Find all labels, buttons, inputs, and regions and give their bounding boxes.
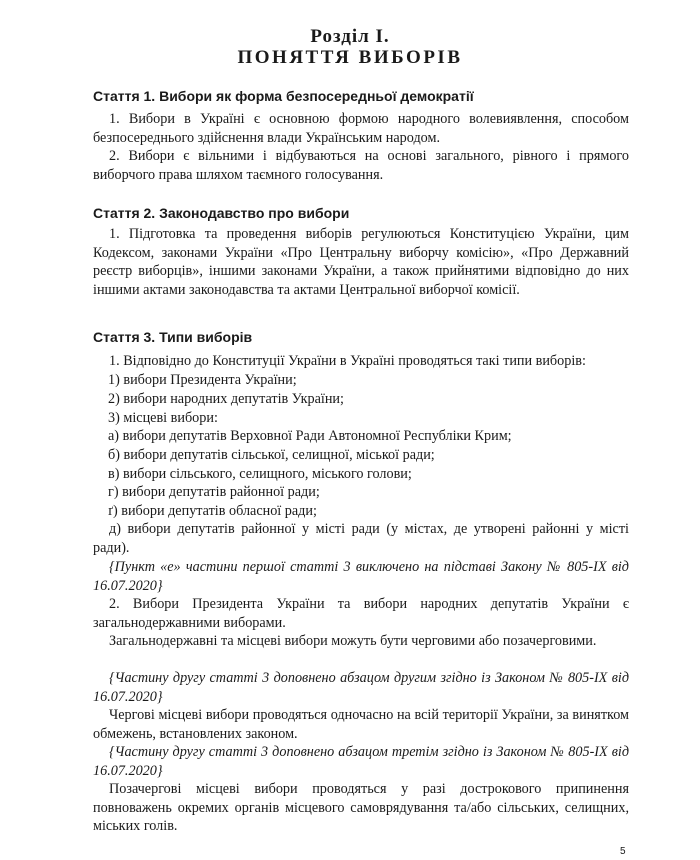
amendment-note-2: {Частину другу статті 3 доповнено абзацом другим згідно із Законом № 805-IX від 16.07.2020}: [93, 670, 629, 705]
amendment-note-1: {Пункт «е» частини першої статті 3 виключено на підставі Закону № 805-IX від 16.07.2020}: [93, 559, 629, 594]
article-1-paragraph-2: 2. Вибори є вільними і відбуваються на основі загального, рівного і прямого виборчого права шляхом таємного голосування.: [93, 148, 629, 183]
list-item: ґ) вибори депутатів обласної ради;: [108, 503, 317, 519]
article-3-paragraph-5: Позачергові місцеві вибори проводяться у разі дострокового припинення повноважень окремих органів місцевого самоврядування та/або сільських, селищних, міських голів.: [93, 781, 629, 834]
article-3-paragraph-3: Загальнодержавні та місцеві вибори можуть бути черговими або позачерговими.: [109, 633, 597, 649]
list-item-d: д) вибори депутатів районної у місті ради (у містах, де утворені районні у місті ради).: [93, 521, 629, 556]
article-1-title: Стаття 1. Вибори як форма безпосередньої демократії: [93, 88, 474, 104]
list-item: б) вибори депутатів сільської, селищної, міської ради;: [108, 447, 435, 463]
list-item: в) вибори сільського, селищного, міського голови;: [108, 466, 412, 482]
page-number: 5: [620, 846, 626, 857]
article-3-paragraph-4: Чергові місцеві вибори проводяться одночасно на всій території України, за винятком обмежень, встановлених законом.: [93, 707, 629, 742]
list-item: 3) місцеві вибори:: [108, 410, 218, 426]
list-item: г) вибори депутатів районної ради;: [108, 484, 320, 500]
article-3-paragraph-1: 1. Відповідно до Конституції України в Україні проводяться такі типи виборів:: [109, 353, 586, 369]
section-title: ПОНЯТТЯ ВИБОРІВ: [237, 47, 463, 68]
list-item: а) вибори депутатів Верховної Ради Автономної Республіки Крим;: [108, 428, 512, 444]
list-item: 1) вибори Президента України;: [108, 372, 297, 388]
section-number: Розділ I.: [310, 26, 390, 47]
amendment-note-3: {Частину другу статті 3 доповнено абзацом третім згідно із Законом № 805-IX від 16.07.2020}: [93, 744, 629, 779]
list-item: 2) вибори народних депутатів України;: [108, 391, 344, 407]
article-3-title: Стаття 3. Типи виборів: [93, 329, 253, 345]
article-1-paragraph-1: 1. Вибори в Україні є основною формою народного волевиявлення, способом безпосереднього здійснення влади Українським народом.: [93, 111, 629, 146]
article-2-paragraph-1: 1. Підготовка та проведення виборів регулюються Конституцією України, цим Кодексом, законами України «Про Центральну виборчу комісію», «Про Державний реєстр виборців», іншими законами України, а також прийнятими відповідно до них іншими актами законодавства та актами Центральної виборчої комісії.: [93, 226, 629, 298]
article-2-title: Стаття 2. Законодавство про вибори: [93, 205, 350, 221]
article-3-paragraph-2: 2. Вибори Президента України та вибори народних депутатів України є загальнодержавними виборами.: [93, 596, 629, 631]
